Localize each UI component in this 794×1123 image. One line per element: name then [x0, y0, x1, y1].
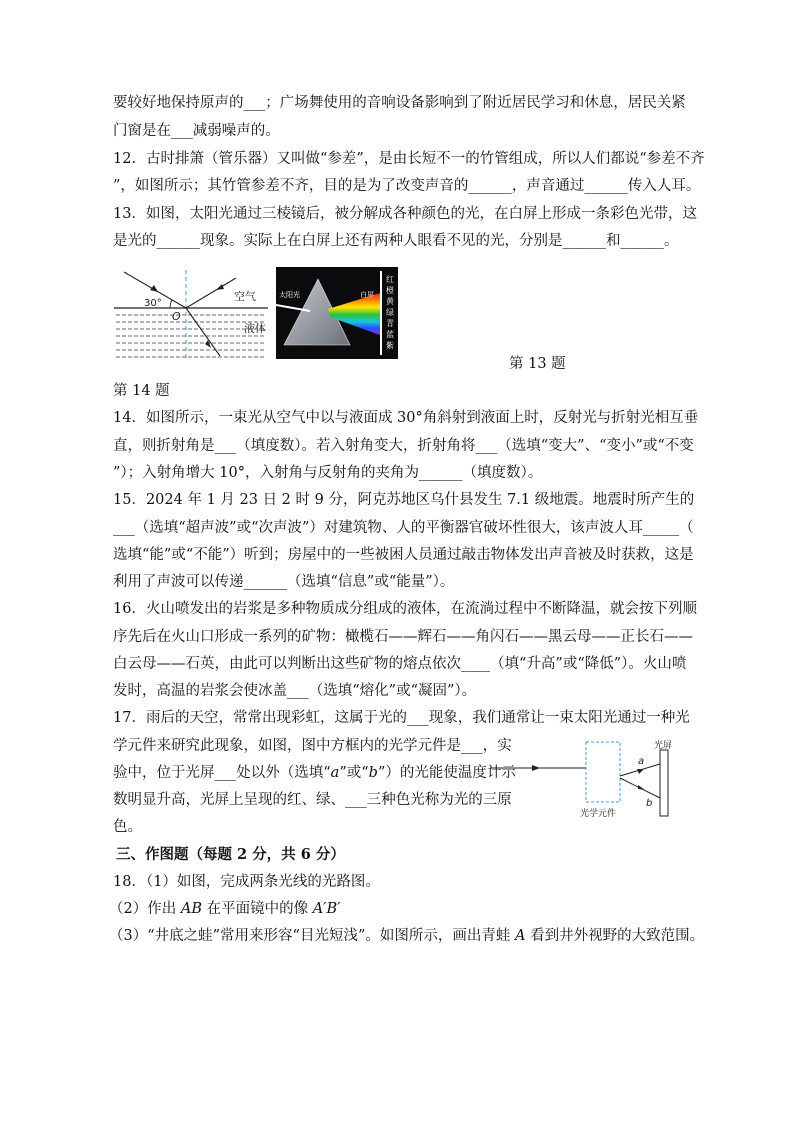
color-labels	[386, 274, 395, 350]
svg-text:蓝: 蓝	[386, 330, 394, 339]
arrow-icon	[216, 284, 224, 290]
text-span: （2）作出	[109, 901, 181, 917]
question-17-cont: 学元件来研究此现象，如图，图中方框内的光学元件是___，实	[113, 738, 512, 754]
section-heading: 三、作图题（每题 2 分，共 6 分）	[116, 846, 345, 863]
arrow-icon	[150, 285, 158, 292]
question-17: 17．雨后的天空，常常出现彩虹，这属于光的___现象，我们通常让一束太阳光通过一种光	[113, 710, 690, 726]
question-18-part-3	[109, 926, 704, 946]
optical-element-box	[586, 742, 620, 802]
question-16-cont: 白云母——石英，由此可以判断出这些矿物的熔点依次____（填“升高”或“降低”）。火山喷	[113, 656, 687, 672]
question-16: 16．火山喷发出的岩浆是多种物质成分组成的液体，在流淌过程中不断降温，就会按下列顺	[113, 601, 697, 617]
text-span: （3）“井底之蛙”常用来形容“目光短浅”。如图所示，画出青蛙	[109, 928, 515, 944]
angle-label: 30°	[144, 298, 162, 309]
label-b: b	[646, 798, 653, 809]
arrow-icon	[532, 765, 540, 771]
svg-text:青: 青	[386, 319, 394, 328]
question-13: 13．如图，太阳光通过三棱镜后，被分解成各种颜色的光，在白屏上形成一条彩色光带，这	[113, 206, 697, 222]
question-14: 14．如图所示，一束光从空气中以与液面成 30°角斜射到液面上时，反射光与折射光相互垂	[113, 410, 699, 426]
white-screen-label: 白屏	[360, 291, 374, 299]
reflected-ray	[186, 278, 236, 308]
question-14-cont: ”）；入射角增大 10°，入射角与反射角的夹角为______（填度数）。	[113, 465, 543, 481]
optical-element-label: 光学元件	[580, 809, 617, 819]
sunlight-label: 太阳光	[279, 291, 300, 299]
angle-arc	[170, 300, 172, 308]
text-span: 看到井外视野的大致范围。	[525, 928, 705, 944]
text-span: a	[330, 765, 340, 781]
text-line: 要较好地保持原声的___；广场舞使用的音响设备影响到了附近居民学习和休息，居民关紧	[113, 95, 686, 111]
question-15-cont: 选填“能”或“不能”）听到；房屋中的一些被困人员通过敲击物体发出声音被及时获救，这是	[113, 547, 694, 563]
question-16-cont: 发时，高温的岩浆会使冰盖___（选填“熔化”或“凝固”）。	[113, 683, 477, 699]
question-17-cont: 数明显升高，光屏上呈现的红、绿、___三种色光称为光的三原	[113, 792, 512, 808]
text-span: A′B′	[312, 901, 341, 917]
figure-17-optics	[488, 738, 688, 820]
question-15: 15．2024 年 1 月 23 日 2 时 9 分，阿克苏地区乌什县发生 7.1 级地震。地震时所产生的	[113, 492, 695, 508]
liquid-label: 液体	[244, 322, 266, 335]
text-span: 验中，位于光屏___处以外（选填“	[113, 765, 331, 781]
text-span: b	[368, 765, 378, 781]
text-span: ”或“	[339, 765, 369, 781]
text-line: 门窗是在___减弱噪声的。	[113, 123, 280, 139]
figure-13-prism	[276, 267, 398, 359]
figure-13-caption: 第 13 题	[509, 356, 566, 372]
figure-14-refraction	[112, 266, 272, 362]
question-18: 18．（1）如图，完成两条光线的光路图。	[113, 874, 380, 890]
text-span: A	[514, 928, 526, 944]
question-12-cont: ”，如图所示；其竹管参差不齐，目的是为了改变声音的______，声音通过______传入人耳。	[113, 178, 701, 194]
air-label: 空气	[234, 290, 256, 303]
question-12: 12．古时排箫（管乐器）又叫做“参差”，是由长短不一的竹管组成，所以人们都说“参差不齐	[113, 151, 705, 167]
svg-text:橙: 橙	[386, 286, 394, 295]
text-span: ”）的光能使温度计示	[377, 765, 516, 781]
question-16-cont: 序先后在火山口形成一系列的矿物：橄榄石——辉石——角闪石——黑云母——正长石——	[113, 629, 693, 645]
text-span: 在平面镜中的像	[201, 901, 313, 917]
figure-14-caption: 第 14 题	[113, 383, 170, 399]
svg-text:黄: 黄	[386, 297, 394, 306]
arrow-icon	[637, 769, 644, 774]
svg-text:紫: 紫	[386, 341, 394, 350]
svg-text:红: 红	[386, 275, 394, 284]
light-screen-label: 光屏	[654, 741, 673, 751]
text-span: AB	[180, 901, 202, 917]
svg-text:绿: 绿	[386, 308, 394, 317]
label-a: a	[638, 756, 645, 767]
question-17-cont: 色。	[113, 819, 142, 835]
question-14-cont: 直，则折射角是___（填度数）。若入射角变大，折射角将___（选填“变大”、“变小”或“不变	[113, 438, 694, 454]
arrow-icon	[638, 785, 645, 790]
question-15-cont: 利用了声波可以传递______（选填“信息”或“能量”）。	[113, 574, 455, 590]
light-screen	[660, 750, 668, 816]
point-label: O	[172, 310, 181, 323]
white-screen	[380, 271, 382, 355]
question-17-cont	[113, 763, 516, 783]
question-15-cont: ___（选填“超声波”或“次声波”）对建筑物、人的平衡器官破坏性很大，该声波人耳_____（	[113, 520, 694, 536]
question-18-part-2	[109, 899, 340, 919]
question-13-cont: 是光的______现象。实际上在白屏上还有两种人眼看不见的光，分别是______和______。	[113, 233, 679, 249]
